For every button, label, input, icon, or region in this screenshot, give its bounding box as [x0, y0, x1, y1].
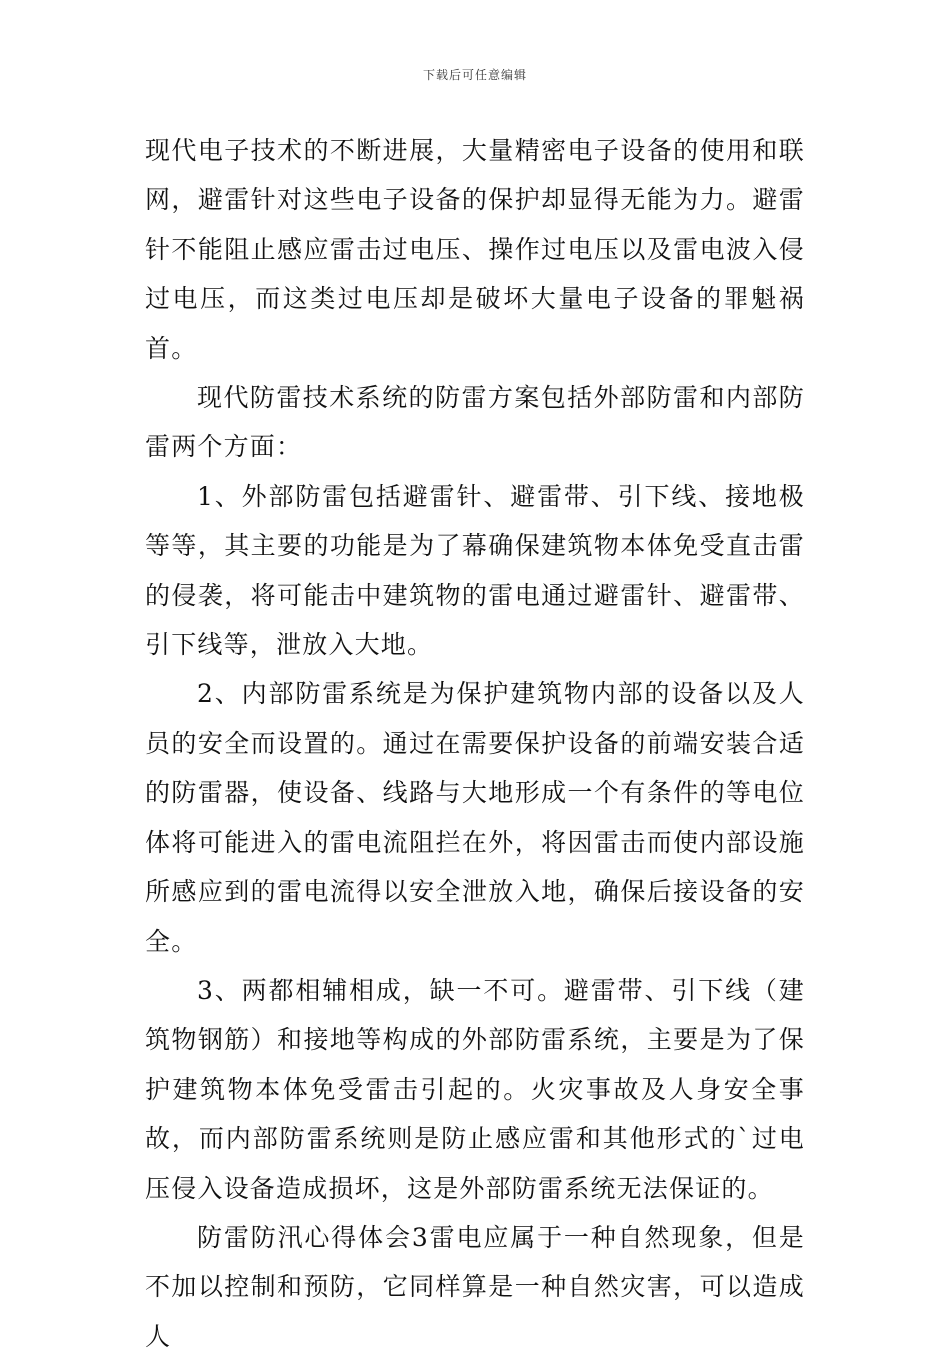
paragraph-1: 现代电子技术的不断进展，大量精密电子设备的使用和联网，避雷针对这些电子设备的保护却显得无能为力。避雷针不能阻止感应雷击过电压、操作过电压以及雷电波入侵过电压，而这类过电压却是破坏大量电子设备的罪魁祸首。 — [145, 136, 805, 363]
page-header-note: 下载后可任意编辑 — [422, 68, 527, 82]
paragraph-3: 1、外部防雷包括避雷针、避雷带、引下线、接地极等等，其主要的功能是为了幕确保建筑物本体免受直击雷的侵袭，将可能击中建筑物的雷电通过避雷针、避雷带、引下线等，泄放入大地。 — [145, 481, 805, 660]
paragraph-5: 3、两都相辅相成，缺一不可。避雷带、引下线（建筑物钢筋）和接地等构成的外部防雷系统，主要是为了保护建筑物本体免受雷击引起的。火灾事故及人身安全事故，而内部防雷系统则是防止感应雷和其他形式的`过电压侵入设备造成损坏，这是外部防雷系统无法保证的。 — [145, 975, 805, 1203]
document-body — [145, 126, 805, 1361]
paragraph-4: 2、内部防雷系统是为保护建筑物内部的设备以及人员的安全而设置的。通过在需要保护设备的前端安装合适的防雷器，使设备、线路与大地形成一个有条件的等电位体将可能进入的雷电流阻拦在外，将因雷击而使内部设施所感应到的雷电流得以安全泄放入地，确保后接设备的安全。 — [145, 679, 805, 956]
paragraph-2: 现代防雷技术系统的防雷方案包括外部防雷和内部防雷两个方面： — [145, 383, 805, 462]
paragraph-6: 防雷防汛心得体会3雷电应属于一种自然现象，但是不加以控制和预防，它同样算是一种自然灾害，可以造成人 — [145, 1222, 805, 1351]
